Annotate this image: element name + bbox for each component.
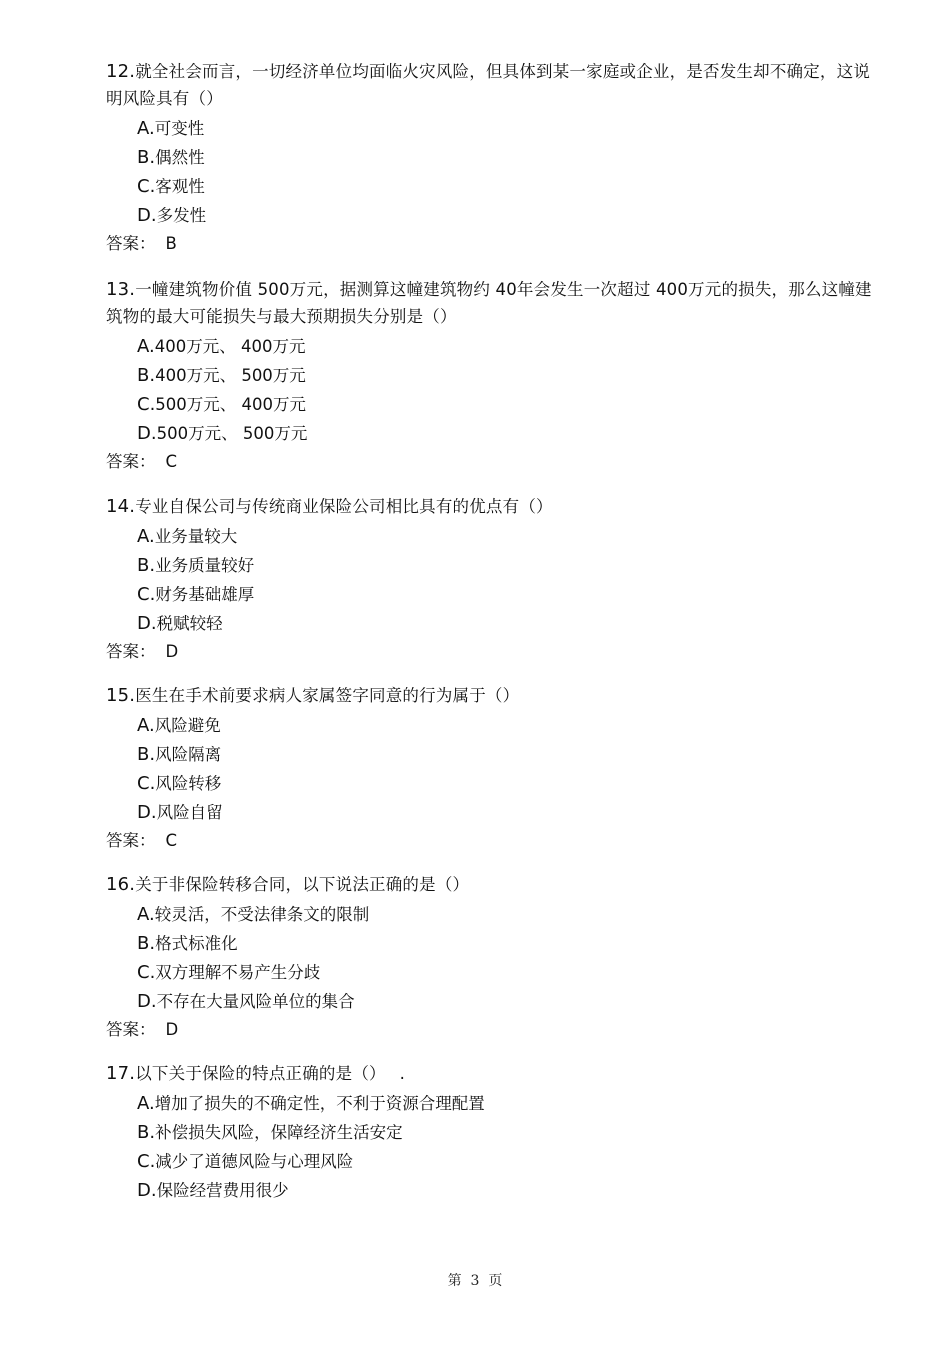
answer-label: 答案： xyxy=(106,642,156,661)
question-number: 15. xyxy=(106,685,136,706)
question-14 xyxy=(106,493,876,666)
question-number: 16. xyxy=(106,874,136,895)
option-letter: D. xyxy=(137,613,157,634)
option-text: 500万元、 500万元 xyxy=(156,424,308,443)
option-a xyxy=(137,114,876,143)
option-text: 业务质量较好 xyxy=(155,556,255,575)
option-a xyxy=(137,1089,876,1118)
option-list xyxy=(106,522,876,638)
option-b xyxy=(137,740,876,769)
question-stem xyxy=(106,276,876,330)
question-text: 关于非保险转移合同，以下说法正确的是（） xyxy=(135,875,470,894)
option-letter: A. xyxy=(137,336,155,357)
option-text: 不存在大量风险单位的集合 xyxy=(156,992,355,1011)
answer-line xyxy=(106,638,876,666)
option-letter: D. xyxy=(137,423,157,444)
option-c xyxy=(137,769,876,798)
option-text: 风险隔离 xyxy=(155,745,222,764)
option-d xyxy=(137,419,876,448)
answer-label: 答案： xyxy=(106,1020,156,1039)
option-letter: C. xyxy=(137,1151,156,1172)
option-c xyxy=(137,172,876,201)
answer-value: C xyxy=(165,452,178,471)
question-12 xyxy=(106,58,876,258)
question-text: 以下关于保险的特点正确的是（） . xyxy=(135,1064,406,1083)
option-text: 风险自留 xyxy=(156,803,223,822)
page-number: 3 xyxy=(470,1273,480,1289)
option-list xyxy=(106,332,876,448)
option-letter: C. xyxy=(137,773,156,794)
option-letter: C. xyxy=(137,962,156,983)
option-c xyxy=(137,1147,876,1176)
question-number: 13. xyxy=(106,279,136,300)
answer-value: D xyxy=(165,642,179,661)
option-text: 减少了道德风险与心理风险 xyxy=(155,1152,354,1171)
option-text: 格式标准化 xyxy=(155,934,238,953)
question-text: 医生在手术前要求病人家属签字同意的行为属于（） xyxy=(135,686,520,705)
answer-label: 答案： xyxy=(106,831,156,850)
option-letter: D. xyxy=(137,991,157,1012)
option-text: 业务量较大 xyxy=(154,527,238,546)
option-text: 税赋较轻 xyxy=(156,614,223,633)
option-d xyxy=(137,1176,876,1205)
option-a xyxy=(137,711,876,740)
option-letter: B. xyxy=(137,933,156,954)
option-letter: C. xyxy=(137,584,156,605)
answer-value: B xyxy=(165,234,177,253)
option-b xyxy=(137,1118,876,1147)
option-text: 客观性 xyxy=(155,177,205,196)
option-b xyxy=(137,143,876,172)
option-letter: C. xyxy=(137,176,156,197)
option-text: 增加了损失的不确定性，不利于资源合理配置 xyxy=(154,1094,485,1113)
option-a xyxy=(137,522,876,551)
answer-line xyxy=(106,827,876,855)
option-text: 可变性 xyxy=(154,119,205,138)
option-text: 风险避免 xyxy=(154,716,221,735)
option-b xyxy=(137,929,876,958)
option-a xyxy=(137,900,876,929)
question-stem xyxy=(106,871,876,898)
question-16 xyxy=(106,871,876,1044)
option-text: 400万元、 500万元 xyxy=(155,366,306,385)
question-number: 12. xyxy=(106,61,136,82)
option-list xyxy=(106,900,876,1016)
question-number: 17. xyxy=(106,1063,136,1084)
answer-label: 答案： xyxy=(106,452,156,471)
question-text: 一幢建筑物价值 500万元，据测算这幢建筑物约 40年会发生一次超过 400万元的损失，那么这幢建筑物的最大可能损失与最大预期损失分别是（） xyxy=(106,280,872,326)
option-list xyxy=(106,1089,876,1205)
question-13 xyxy=(106,276,876,476)
option-list xyxy=(106,114,876,230)
question-stem xyxy=(106,58,876,112)
option-c xyxy=(137,580,876,609)
option-text: 财务基础雄厚 xyxy=(155,585,255,604)
option-letter: B. xyxy=(137,744,156,765)
option-letter: D. xyxy=(137,802,157,823)
answer-line xyxy=(106,1016,876,1044)
option-c xyxy=(137,958,876,987)
option-b xyxy=(137,551,876,580)
option-text: 偶然性 xyxy=(155,148,205,167)
answer-label: 答案： xyxy=(106,234,156,253)
option-list xyxy=(106,711,876,827)
option-letter: A. xyxy=(137,715,155,736)
option-text: 500万元、 400万元 xyxy=(155,395,307,414)
question-text: 专业自保公司与传统商业保险公司相比具有的优点有（） xyxy=(135,497,553,516)
option-letter: A. xyxy=(137,904,155,925)
answer-value: C xyxy=(165,831,178,850)
option-d xyxy=(137,798,876,827)
option-text: 较灵活，不受法律条文的限制 xyxy=(154,905,370,924)
option-text: 补偿损失风险，保障经济生活安定 xyxy=(155,1123,403,1142)
option-text: 400万元、 400万元 xyxy=(154,337,306,356)
question-15 xyxy=(106,682,876,855)
option-c xyxy=(137,390,876,419)
option-text: 风险转移 xyxy=(155,774,222,793)
question-stem xyxy=(106,493,876,520)
question-stem xyxy=(106,682,876,709)
option-letter: B. xyxy=(137,1122,156,1143)
option-letter: B. xyxy=(137,147,156,168)
page-footer xyxy=(0,1270,950,1290)
option-b xyxy=(137,361,876,390)
option-letter: D. xyxy=(137,1180,157,1201)
page-prefix: 第 xyxy=(447,1273,462,1289)
question-text: 就全社会而言，一切经济单位均面临火灾风险，但具体到某一家庭或企业，是否发生却不确定，这说明风险具有（） xyxy=(106,62,871,108)
question-number: 14. xyxy=(106,496,136,517)
option-letter: B. xyxy=(137,365,156,386)
option-letter: B. xyxy=(137,555,156,576)
answer-line xyxy=(106,230,876,258)
option-text: 多发性 xyxy=(156,206,207,225)
answer-line xyxy=(106,448,876,476)
option-d xyxy=(137,609,876,638)
option-d xyxy=(137,201,876,230)
option-letter: A. xyxy=(137,118,155,139)
question-stem xyxy=(106,1060,876,1087)
option-a xyxy=(137,332,876,361)
question-17 xyxy=(106,1060,876,1205)
option-letter: C. xyxy=(137,394,156,415)
option-d xyxy=(137,987,876,1016)
option-letter: A. xyxy=(137,1093,155,1114)
option-letter: A. xyxy=(137,526,155,547)
option-text: 保险经营费用很少 xyxy=(156,1181,289,1200)
answer-value: D xyxy=(165,1020,179,1039)
option-letter: D. xyxy=(137,205,157,226)
page-suffix: 页 xyxy=(488,1273,503,1289)
option-text: 双方理解不易产生分歧 xyxy=(155,963,321,982)
